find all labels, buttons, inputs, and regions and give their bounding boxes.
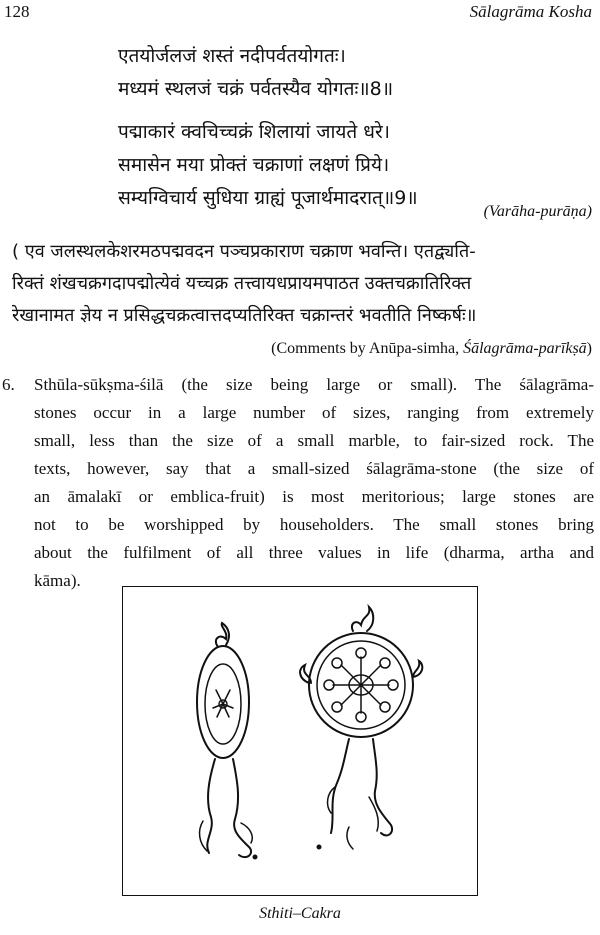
page-header [0, 0, 600, 24]
right-wheel-top-flame [352, 607, 373, 631]
left-body [207, 759, 251, 857]
verse-line: पद्माकारं क्वचिच्चक्रं शिलायां जायते धरे। [118, 121, 390, 143]
commentary-source-title: Śālagrāma-parīkṣā [463, 340, 587, 357]
right-wheel-right-flame [413, 661, 422, 677]
verse-block-2 [118, 116, 418, 215]
verse-line: समासेन मया प्रोक्तं चक्राणां लक्षणं प्रिये। [118, 154, 390, 176]
right-body [331, 739, 392, 835]
commentary-source-prefix: (Comments by Anūpa-simha, [271, 340, 464, 357]
cakra-drawing [123, 587, 476, 894]
paragraph-line: small, less than the size of a small marble, to fair-sized rock. The [34, 431, 594, 450]
commentary-source [271, 340, 592, 358]
paragraph-number: 6. [2, 375, 15, 394]
cakra-illustration [122, 586, 478, 896]
commentary-line: ( एव जलस्थलकेशरमठपद्मवदन पञ्चप्रकाराण चक्राण भवन्ति। एतद्व्यति- [12, 241, 476, 262]
page-number: 128 [4, 2, 30, 21]
commentary-source-suffix: ) [586, 340, 592, 357]
paragraph-line: Sthūla-sūkṣma-śilā (the size being large or small). The śālagrāma- [34, 375, 594, 394]
right-wheel-spokes [324, 648, 398, 722]
commentary-block [12, 236, 598, 332]
verse-source: (Varāha-purāṇa) [483, 203, 592, 220]
verse-line: मध्यमं स्थलजं चक्रं पर्वतस्यैव योगतः॥8॥ [118, 78, 394, 100]
left-wheel-flower [213, 690, 233, 717]
paragraph-line: about the fulfilment of all three values in life (dharma, artha and [34, 543, 594, 562]
figure-caption: Sthiti–Cakra [259, 905, 341, 922]
running-title: Sālagrāma Kosha [469, 2, 592, 21]
verse-line: सम्यग्विचार्य सुधिया ग्राह्यं पूजार्थमादरात्॥9॥ [118, 187, 418, 209]
left-wheel-flame [216, 623, 229, 647]
paragraph-line: stones occur in a large number of sizes, ranging from extremely [34, 403, 594, 422]
numbered-paragraph [2, 371, 594, 595]
paragraph-line: an āmalakī or emblica-fruit) is most meritorious; large stones are [34, 487, 594, 506]
commentary-line: रेखानामत ज्ञेय न प्रसिद्धचक्रत्वात्तदप्यतिरिक्त चक्रान्तरं भवतीति निष्कर्षः॥ [12, 305, 477, 326]
paragraph-line: not to be worshipped by householders. The small stones bring [34, 515, 594, 534]
paragraph-line: kāma). [34, 571, 81, 590]
verse-line: एतयोर्जलजं शस्तं नदीपर्वतयोगतः। [118, 45, 346, 67]
paragraph-line: texts, however, say that a small-sized śālagrāma-stone (the size of [34, 459, 594, 478]
commentary-line: रिक्तं शंखचक्रगदापद्मोत्येवं यच्चक्र तत्त्वायधप्रायमपाठत उक्तचक्रातिरिक्त [12, 273, 472, 294]
verse-block-1 [118, 40, 393, 106]
